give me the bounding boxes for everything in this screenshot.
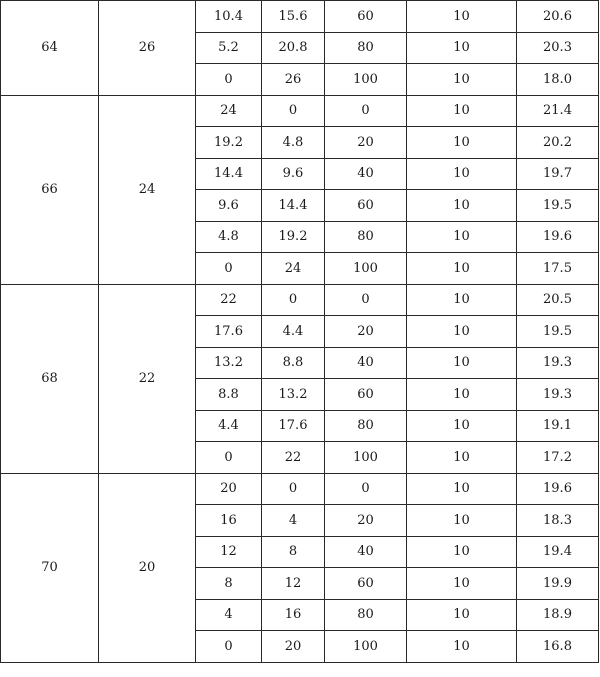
group-value-b: 26 <box>99 1 196 96</box>
table-cell: 100 <box>325 64 407 96</box>
table-cell: 19.9 <box>517 568 599 600</box>
table-cell: 60 <box>325 1 407 33</box>
table-cell: 4.8 <box>196 221 262 253</box>
table-cell: 24 <box>196 95 262 127</box>
table-cell: 16 <box>262 599 325 631</box>
table-cell: 10 <box>407 316 517 348</box>
table-cell: 20 <box>196 473 262 505</box>
table-cell: 10 <box>407 284 517 316</box>
table-cell: 80 <box>325 32 407 64</box>
table-cell: 10 <box>407 473 517 505</box>
table-cell: 13.2 <box>196 347 262 379</box>
table-body <box>1 1 599 663</box>
table-cell: 20.6 <box>517 1 599 33</box>
table-cell: 4 <box>196 599 262 631</box>
table-cell: 24 <box>262 253 325 285</box>
table-cell: 12 <box>262 568 325 600</box>
table-row <box>1 95 599 127</box>
table-cell: 20.2 <box>517 127 599 159</box>
table-cell: 10 <box>407 379 517 411</box>
table-cell: 60 <box>325 379 407 411</box>
table-cell: 9.6 <box>196 190 262 222</box>
table-cell: 18.3 <box>517 505 599 537</box>
table-cell: 17.5 <box>517 253 599 285</box>
table-cell: 10 <box>407 568 517 600</box>
table-cell: 8 <box>262 536 325 568</box>
table-cell: 0 <box>262 284 325 316</box>
table-cell: 100 <box>325 442 407 474</box>
table-cell: 100 <box>325 253 407 285</box>
table-cell: 20.8 <box>262 32 325 64</box>
table-cell: 16 <box>196 505 262 537</box>
table-cell: 19.1 <box>517 410 599 442</box>
group-value-b: 22 <box>99 284 196 473</box>
table-cell: 40 <box>325 536 407 568</box>
table-cell: 19.6 <box>517 473 599 505</box>
table-cell: 20.5 <box>517 284 599 316</box>
table-cell: 10 <box>407 95 517 127</box>
group-value-a: 64 <box>1 1 99 96</box>
table-cell: 80 <box>325 599 407 631</box>
table-cell: 16.8 <box>517 631 599 663</box>
table-cell: 0 <box>196 631 262 663</box>
table-cell: 10 <box>407 599 517 631</box>
table-cell: 20.3 <box>517 32 599 64</box>
table-cell: 10.4 <box>196 1 262 33</box>
group-value-b: 24 <box>99 95 196 284</box>
table-cell: 10 <box>407 32 517 64</box>
table-cell: 19.2 <box>196 127 262 159</box>
group-value-a: 68 <box>1 284 99 473</box>
table-cell: 40 <box>325 347 407 379</box>
table-cell: 13.2 <box>262 379 325 411</box>
table-cell: 8 <box>196 568 262 600</box>
table-cell: 10 <box>407 410 517 442</box>
table-cell: 80 <box>325 221 407 253</box>
table-cell: 0 <box>325 473 407 505</box>
table-cell: 10 <box>407 505 517 537</box>
table-cell: 0 <box>262 473 325 505</box>
table-cell: 20 <box>325 505 407 537</box>
table-cell: 10 <box>407 221 517 253</box>
table-cell: 10 <box>407 190 517 222</box>
table-cell: 18.0 <box>517 64 599 96</box>
table-cell: 0 <box>325 95 407 127</box>
table-cell: 20 <box>325 127 407 159</box>
table-cell: 80 <box>325 410 407 442</box>
table-cell: 20 <box>325 316 407 348</box>
table-cell: 14.4 <box>196 158 262 190</box>
table-cell: 8.8 <box>196 379 262 411</box>
table-cell: 14.4 <box>262 190 325 222</box>
table-cell: 4 <box>262 505 325 537</box>
table-cell: 10 <box>407 1 517 33</box>
table-cell: 8.8 <box>262 347 325 379</box>
group-value-a: 66 <box>1 95 99 284</box>
table-cell: 4.4 <box>262 316 325 348</box>
table-cell: 10 <box>407 347 517 379</box>
table-cell: 60 <box>325 190 407 222</box>
table-cell: 0 <box>196 64 262 96</box>
group-value-a: 70 <box>1 473 99 662</box>
table-cell: 9.6 <box>262 158 325 190</box>
table-cell: 4.4 <box>196 410 262 442</box>
table-cell: 40 <box>325 158 407 190</box>
table-cell: 4.8 <box>262 127 325 159</box>
table-cell: 10 <box>407 442 517 474</box>
table-cell: 100 <box>325 631 407 663</box>
table-cell: 10 <box>407 158 517 190</box>
table-cell: 19.6 <box>517 221 599 253</box>
table-row <box>1 473 599 505</box>
table-cell: 10 <box>407 64 517 96</box>
table-cell: 10 <box>407 127 517 159</box>
table-cell: 19.4 <box>517 536 599 568</box>
table-cell: 19.2 <box>262 221 325 253</box>
table-cell: 21.4 <box>517 95 599 127</box>
table-cell: 10 <box>407 536 517 568</box>
table-cell: 18.9 <box>517 599 599 631</box>
table-cell: 19.3 <box>517 379 599 411</box>
table-cell: 22 <box>262 442 325 474</box>
table-cell: 17.6 <box>196 316 262 348</box>
table-cell: 15.6 <box>262 1 325 33</box>
group-value-b: 20 <box>99 473 196 662</box>
table-cell: 0 <box>262 95 325 127</box>
table-cell: 17.6 <box>262 410 325 442</box>
table-cell: 19.3 <box>517 347 599 379</box>
table-cell: 19.5 <box>517 190 599 222</box>
table-row <box>1 1 599 33</box>
table-cell: 12 <box>196 536 262 568</box>
table-cell: 26 <box>262 64 325 96</box>
table-cell: 17.2 <box>517 442 599 474</box>
table-cell: 19.5 <box>517 316 599 348</box>
table-cell: 22 <box>196 284 262 316</box>
table-cell: 0 <box>325 284 407 316</box>
table-cell: 10 <box>407 253 517 285</box>
table-cell: 0 <box>196 442 262 474</box>
table-cell: 20 <box>262 631 325 663</box>
table-cell: 60 <box>325 568 407 600</box>
table-cell: 10 <box>407 631 517 663</box>
table-cell: 19.7 <box>517 158 599 190</box>
table-cell: 5.2 <box>196 32 262 64</box>
table-cell: 0 <box>196 253 262 285</box>
table-row <box>1 284 599 316</box>
